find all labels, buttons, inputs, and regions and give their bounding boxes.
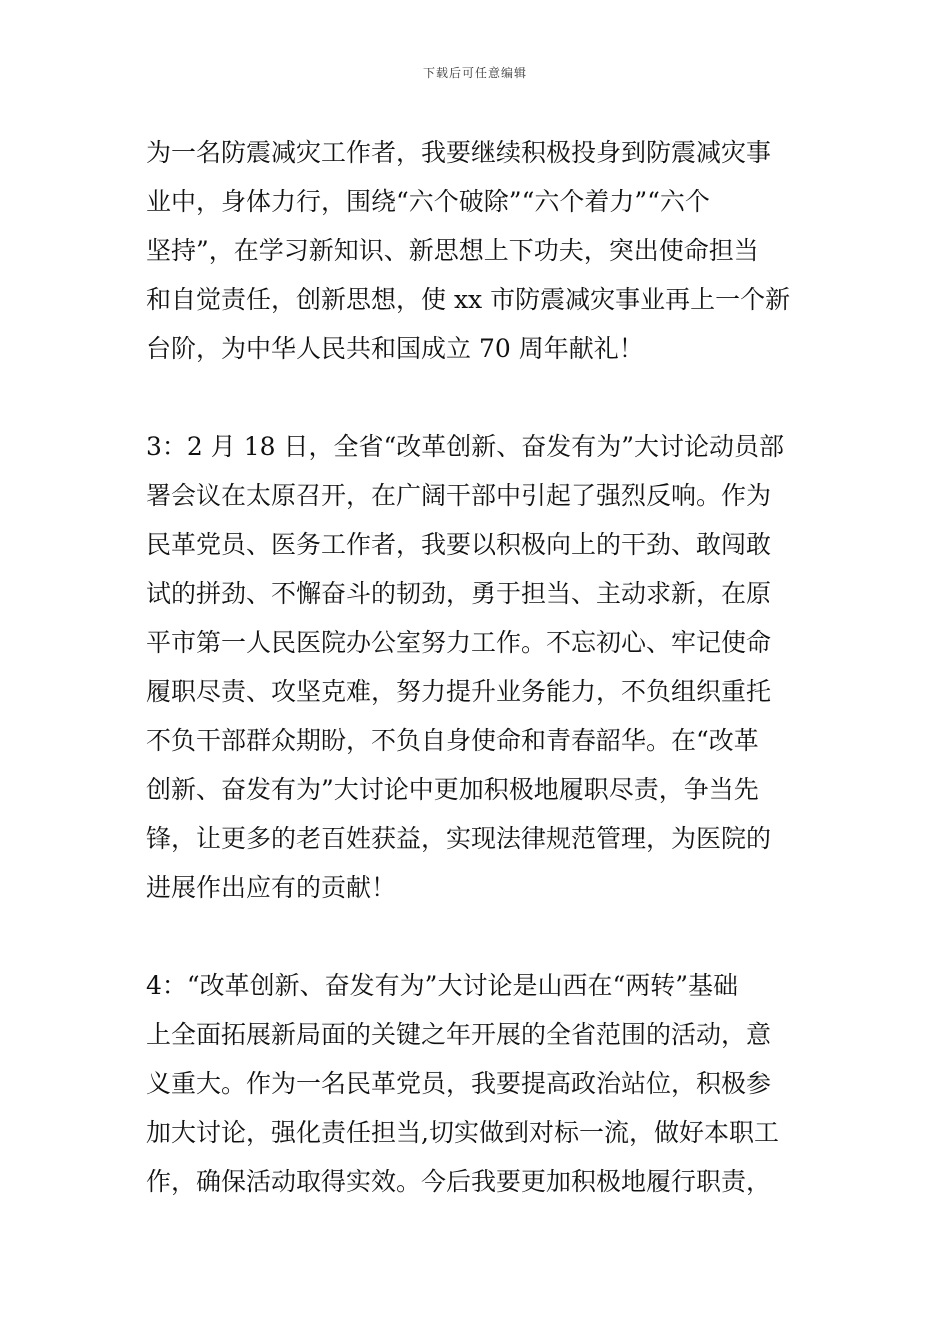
paragraph	[146, 961, 816, 1206]
text-line: 锋，让更多的老百姓获益，实现法律规范管理，为医院的	[146, 824, 772, 853]
text-line: 平市第一人民医院办公室努力工作。不忘初心、牢记使命	[146, 628, 772, 657]
document-body	[146, 128, 816, 1206]
text-line: 义重大。作为一名民革党员，我要提高政治站位，积极参	[146, 1069, 772, 1098]
text-line: 4：“改革创新、奋发有为”大讨论是山西在“两转”基础	[146, 971, 739, 1000]
text-line: 履职尽责、攻坚克难，努力提升业务能力，不负组织重托	[146, 677, 772, 706]
page-header: 下载后可任意编辑	[422, 66, 527, 80]
text-line: 为一名防震减灾工作者，我要继续积极投身到防震减灾事	[146, 138, 772, 167]
paragraph-spacer	[146, 912, 816, 961]
text-line: 作，确保活动取得实效。今后我要更加积极地履行职责，	[146, 1167, 772, 1196]
text-line: 署会议在太原召开，在广阔干部中引起了强烈反响。作为	[146, 481, 772, 510]
text-line: 业中，身体力行，围绕“六个破除”“六个着力”“六个	[146, 187, 710, 216]
text-line: 不负干部群众期盼，不负自身使命和青春韶华。在“改革	[146, 726, 759, 755]
text-line: 上全面拓展新局面的关键之年开展的全省范围的活动，意	[146, 1020, 772, 1049]
text-line: 3：2 月 18 日，全省“改革创新、奋发有为”大讨论动员部	[146, 432, 785, 461]
text-line: 加大讨论，强化责任担当,切实做到对标一流，做好本职工	[146, 1118, 779, 1147]
paragraph-spacer	[146, 373, 816, 422]
text-line: 试的拼劲、不懈奋斗的韧劲，勇于担当、主动求新，在原	[146, 579, 772, 608]
text-line: 进展作出应有的贡献！	[146, 873, 397, 902]
paragraph	[146, 422, 816, 912]
paragraph	[146, 128, 816, 373]
text-line: 民革党员、医务工作者，我要以积极向上的干劲、敢闯敢	[146, 530, 772, 559]
text-line: 坚持”，在学习新知识、新思想上下功夫，突出使命担当	[146, 236, 759, 265]
text-line: 台阶，为中华人民共和国成立 70 周年献礼！	[146, 334, 644, 363]
text-line: 创新、奋发有为”大讨论中更加积极地履职尽责，争当先	[146, 775, 759, 804]
text-line: 和自觉责任，创新思想，使 xx 市防震减灾事业再上一个新	[146, 285, 791, 314]
